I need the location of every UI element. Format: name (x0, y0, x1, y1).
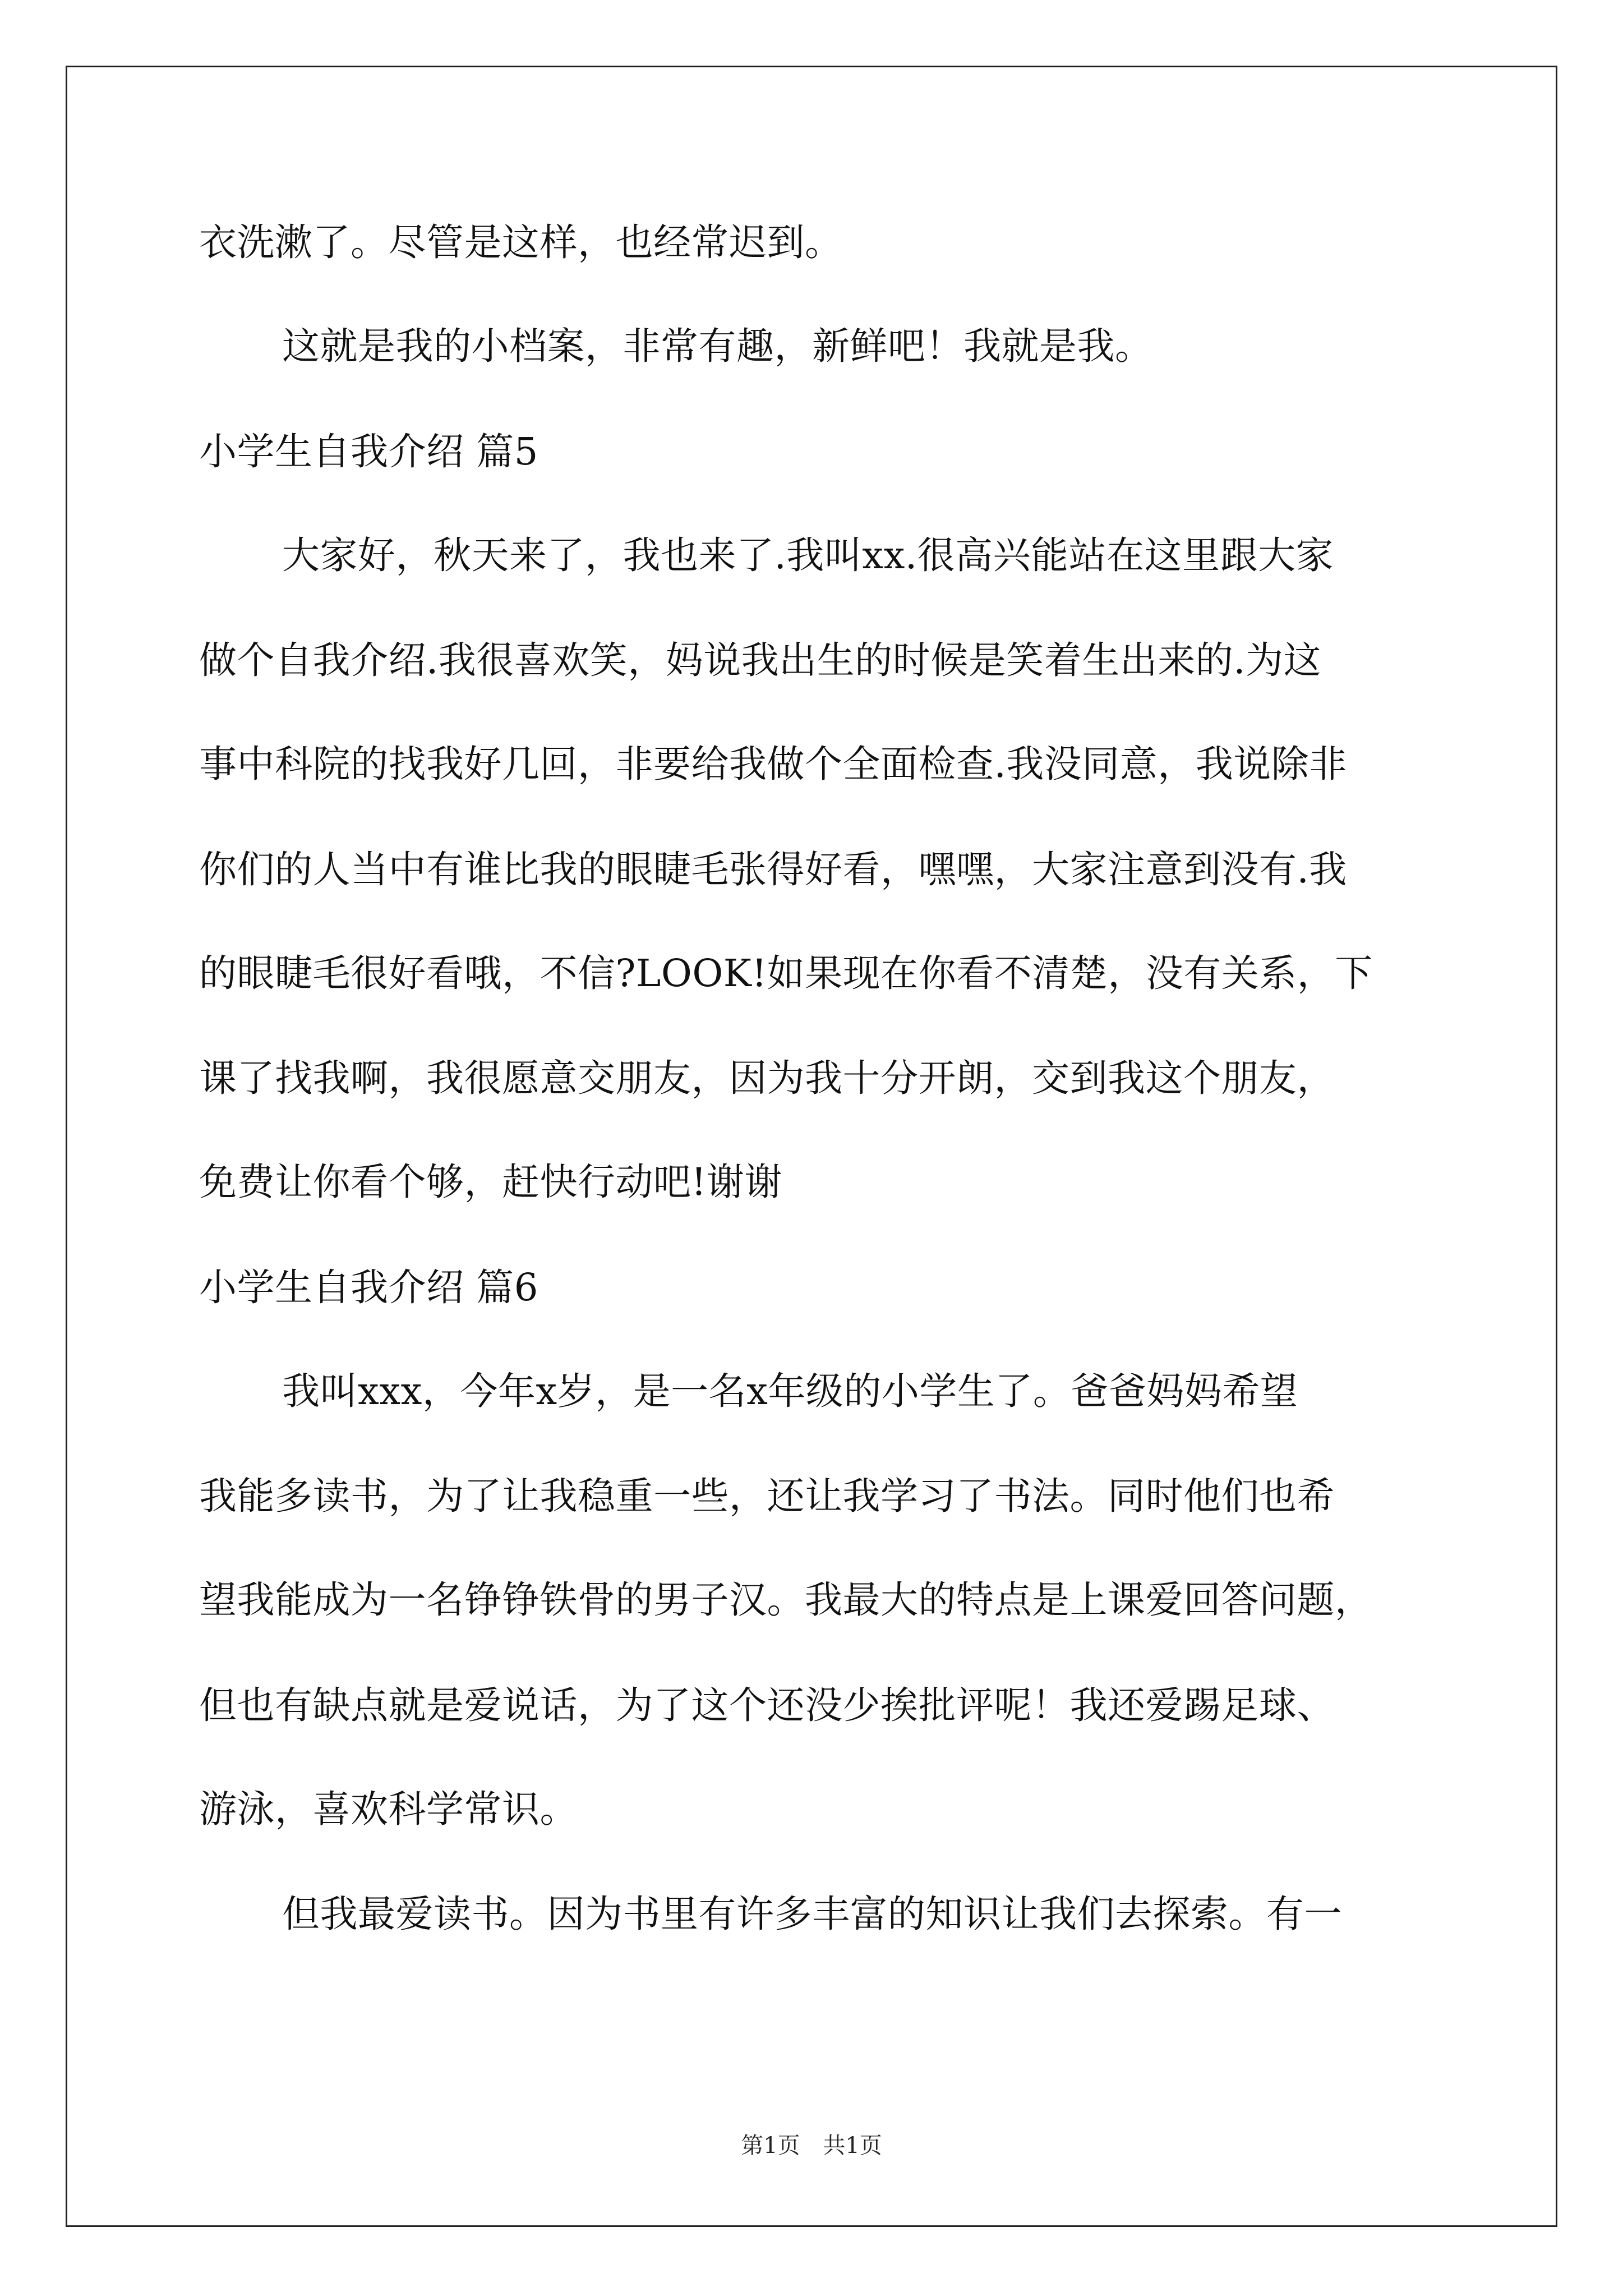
paragraph-line: 我能多读书，为了让我稳重一些，还让我学习了书法。同时他们也希 (199, 1474, 1335, 1518)
page-footer (0, 2132, 1623, 2160)
paragraph-line: 游泳，喜欢科学常识。 (199, 1787, 578, 1831)
paragraph-line: 但也有缺点就是爱说话，为了这个还没少挨批评呢！我还爱踢足球、 (199, 1683, 1335, 1727)
paragraph-line: 课了找我啊，我很愿意交朋友，因为我十分开朗，交到我这个朋友， (199, 1056, 1335, 1100)
paragraph-line: 大家好，秋天来了，我也来了.我叫xx.很高兴能站在这里跟大家 (282, 533, 1334, 577)
page-total: 共1页 (823, 2133, 882, 2159)
paragraph-line: 免费让你看个够，赶快行动吧!谢谢 (199, 1160, 782, 1204)
paragraph-line: 做个自我介绍.我很喜欢笑，妈说我出生的时候是笑着生出来的.为这 (199, 638, 1322, 682)
paragraph-line: 你们的人当中有谁比我的眼睫毛张得好看，嘿嘿，大家注意到没有.我 (199, 848, 1347, 891)
section-heading: 小学生自我介绍 篇6 (199, 1266, 538, 1309)
paragraph-line: 但我最爱读书。因为书里有许多丰富的知识让我们去探索。有一 (282, 1892, 1342, 1936)
paragraph-line: 的眼睫毛很好看哦，不信?LOOK!如果现在你看不清楚，没有关系，下 (199, 951, 1373, 995)
paragraph-line: 我叫xxx，今年x岁，是一名x年级的小学生了。爸爸妈妈希望 (282, 1369, 1298, 1413)
paragraph-line: 事中科院的找我好几回，非要给我做个全面检查.我没同意，我说除非 (199, 742, 1347, 786)
paragraph-line: 这就是我的小档案，非常有趣，新鲜吧！我就是我。 (282, 324, 1153, 368)
paragraph-line: 望我能成为一名铮铮铁骨的男子汉。我最大的特点是上课爱回答问题， (199, 1578, 1373, 1622)
section-heading: 小学生自我介绍 篇5 (199, 430, 538, 473)
page-number: 第1页 (741, 2133, 800, 2159)
paragraph-line: 衣洗漱了。尽管是这样，也经常迟到。 (199, 220, 843, 264)
